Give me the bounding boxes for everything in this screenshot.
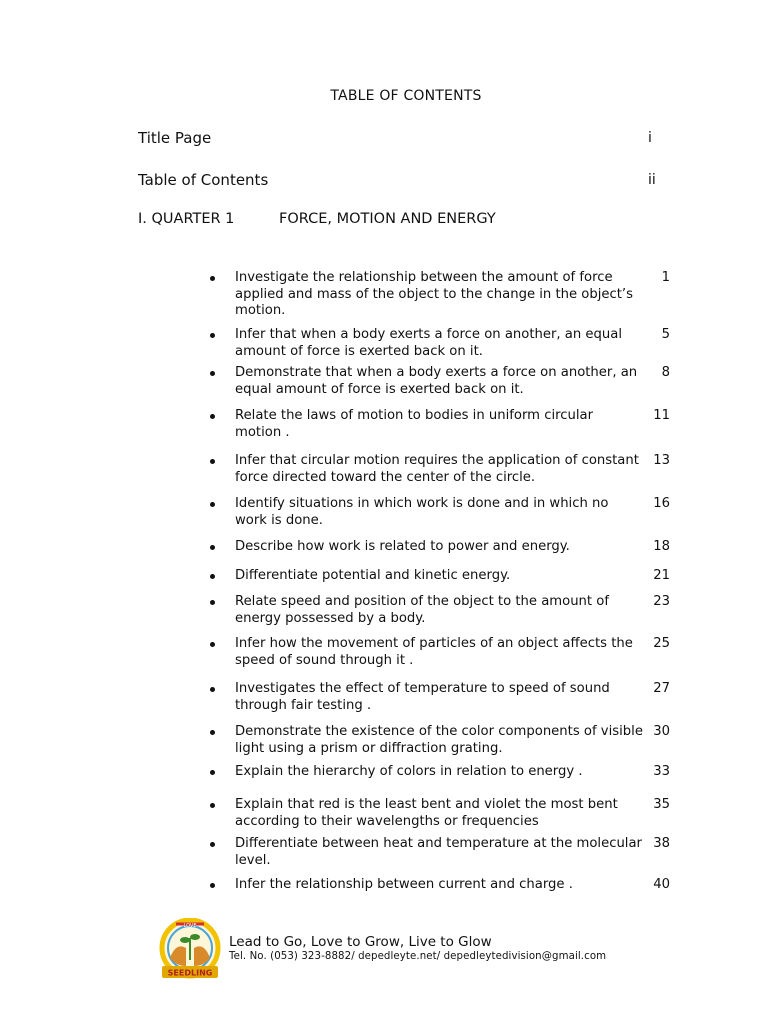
list-item-text: Infer how the movement of particles of an object affects the speed of sound through it . [235,636,633,668]
quarter-title: FORCE, MOTION AND ENERGY [279,211,496,227]
list-item-page: 1 [661,270,670,285]
list-item-text: Infer the relationship between current and charge . [235,877,573,892]
list-item-page: 30 [653,724,670,739]
list-item-page: 25 [653,636,670,651]
bullet-icon [210,600,215,605]
quarter-number: I. QUARTER 1 [138,211,235,227]
list-item-page: 35 [653,797,670,812]
footer-motto: Lead to Go, Love to Grow, Live to Glow [229,934,492,950]
logo-top-text: LOVE [183,923,197,929]
list-item-page: 18 [653,539,670,554]
list-item-text: Differentiate between heat and temperature at the molecular level. [235,836,642,868]
bullet-icon [210,371,215,376]
list-item-text: Describe how work is related to power and energy. [235,539,570,554]
list-item-text: Differentiate potential and kinetic energy. [235,568,511,583]
list-item-page: 21 [653,568,670,583]
list-item-page: 16 [653,496,670,511]
list-item-page: 8 [661,365,670,380]
bullet-icon [210,883,215,888]
toc-entry-table-of-contents: Table of Contents [138,171,269,189]
list-item-text: Relate speed and position of the object to the amount of energy possessed by a body. [235,594,609,626]
bullet-icon [210,687,215,692]
list-item-text: Demonstrate that when a body exerts a force on another, an equal amount of force is exerted back on it. [235,365,638,397]
list-item-text: Investigate the relationship between the amount of force applied and mass of the object to the change in the object’s motion. [235,270,633,319]
list-item-text: Identify situations in which work is done and in which no work is done. [235,496,609,528]
list-item-page: 11 [653,408,670,423]
toc-page-table-of-contents: ii [648,172,656,188]
list-item-text: Infer that circular motion requires the application of constant force directed toward the center of the circle. [235,453,639,485]
bullet-icon [210,414,215,419]
bullet-icon [210,842,215,847]
bullet-icon [210,730,215,735]
bullet-icon [210,502,215,507]
bullet-icon [210,770,215,775]
toc-page-title-page: i [648,130,652,146]
list-item-page: 13 [653,453,670,468]
list-item-text: Infer that when a body exerts a force on another, an equal amount of force is exerted back on it. [235,327,622,359]
list-item-text: Investigates the effect of temperature to speed of sound through fair testing . [235,681,610,713]
list-item-text: Relate the laws of motion to bodies in uniform circular motion . [235,408,594,440]
bullet-icon [210,803,215,808]
footer-contact: Tel. No. (053) 323-8882/ depedleyte.net/ depedleytedivision@gmail.com [229,951,607,962]
list-item-page: 5 [661,327,670,342]
bullet-icon [210,333,215,338]
bullet-icon [210,574,215,579]
seedling-logo-icon [156,918,224,982]
list-item-page: 23 [653,594,670,609]
logo-label: SEEDLING [167,968,213,978]
list-item-page: 27 [653,681,670,696]
list-item-text: Explain the hierarchy of colors in relation to energy . [235,764,583,779]
bullet-icon [210,276,215,281]
toc-entry-title-page: Title Page [138,129,212,147]
list-item-page: 33 [653,764,670,779]
list-item-text: Demonstrate the existence of the color components of visible light using a prism or diffraction grating. [235,724,643,756]
list-item-page: 40 [653,877,670,892]
bullet-icon [210,545,215,550]
seedling-logo [156,918,224,982]
list-item-page: 38 [653,836,670,851]
bullet-icon [210,459,215,464]
bullet-icon [210,642,215,647]
list-item-text: Explain that red is the least bent and violet the most bent according to their wavelengths or frequencies [235,797,618,829]
toc-heading: TABLE OF CONTENTS [330,88,482,104]
